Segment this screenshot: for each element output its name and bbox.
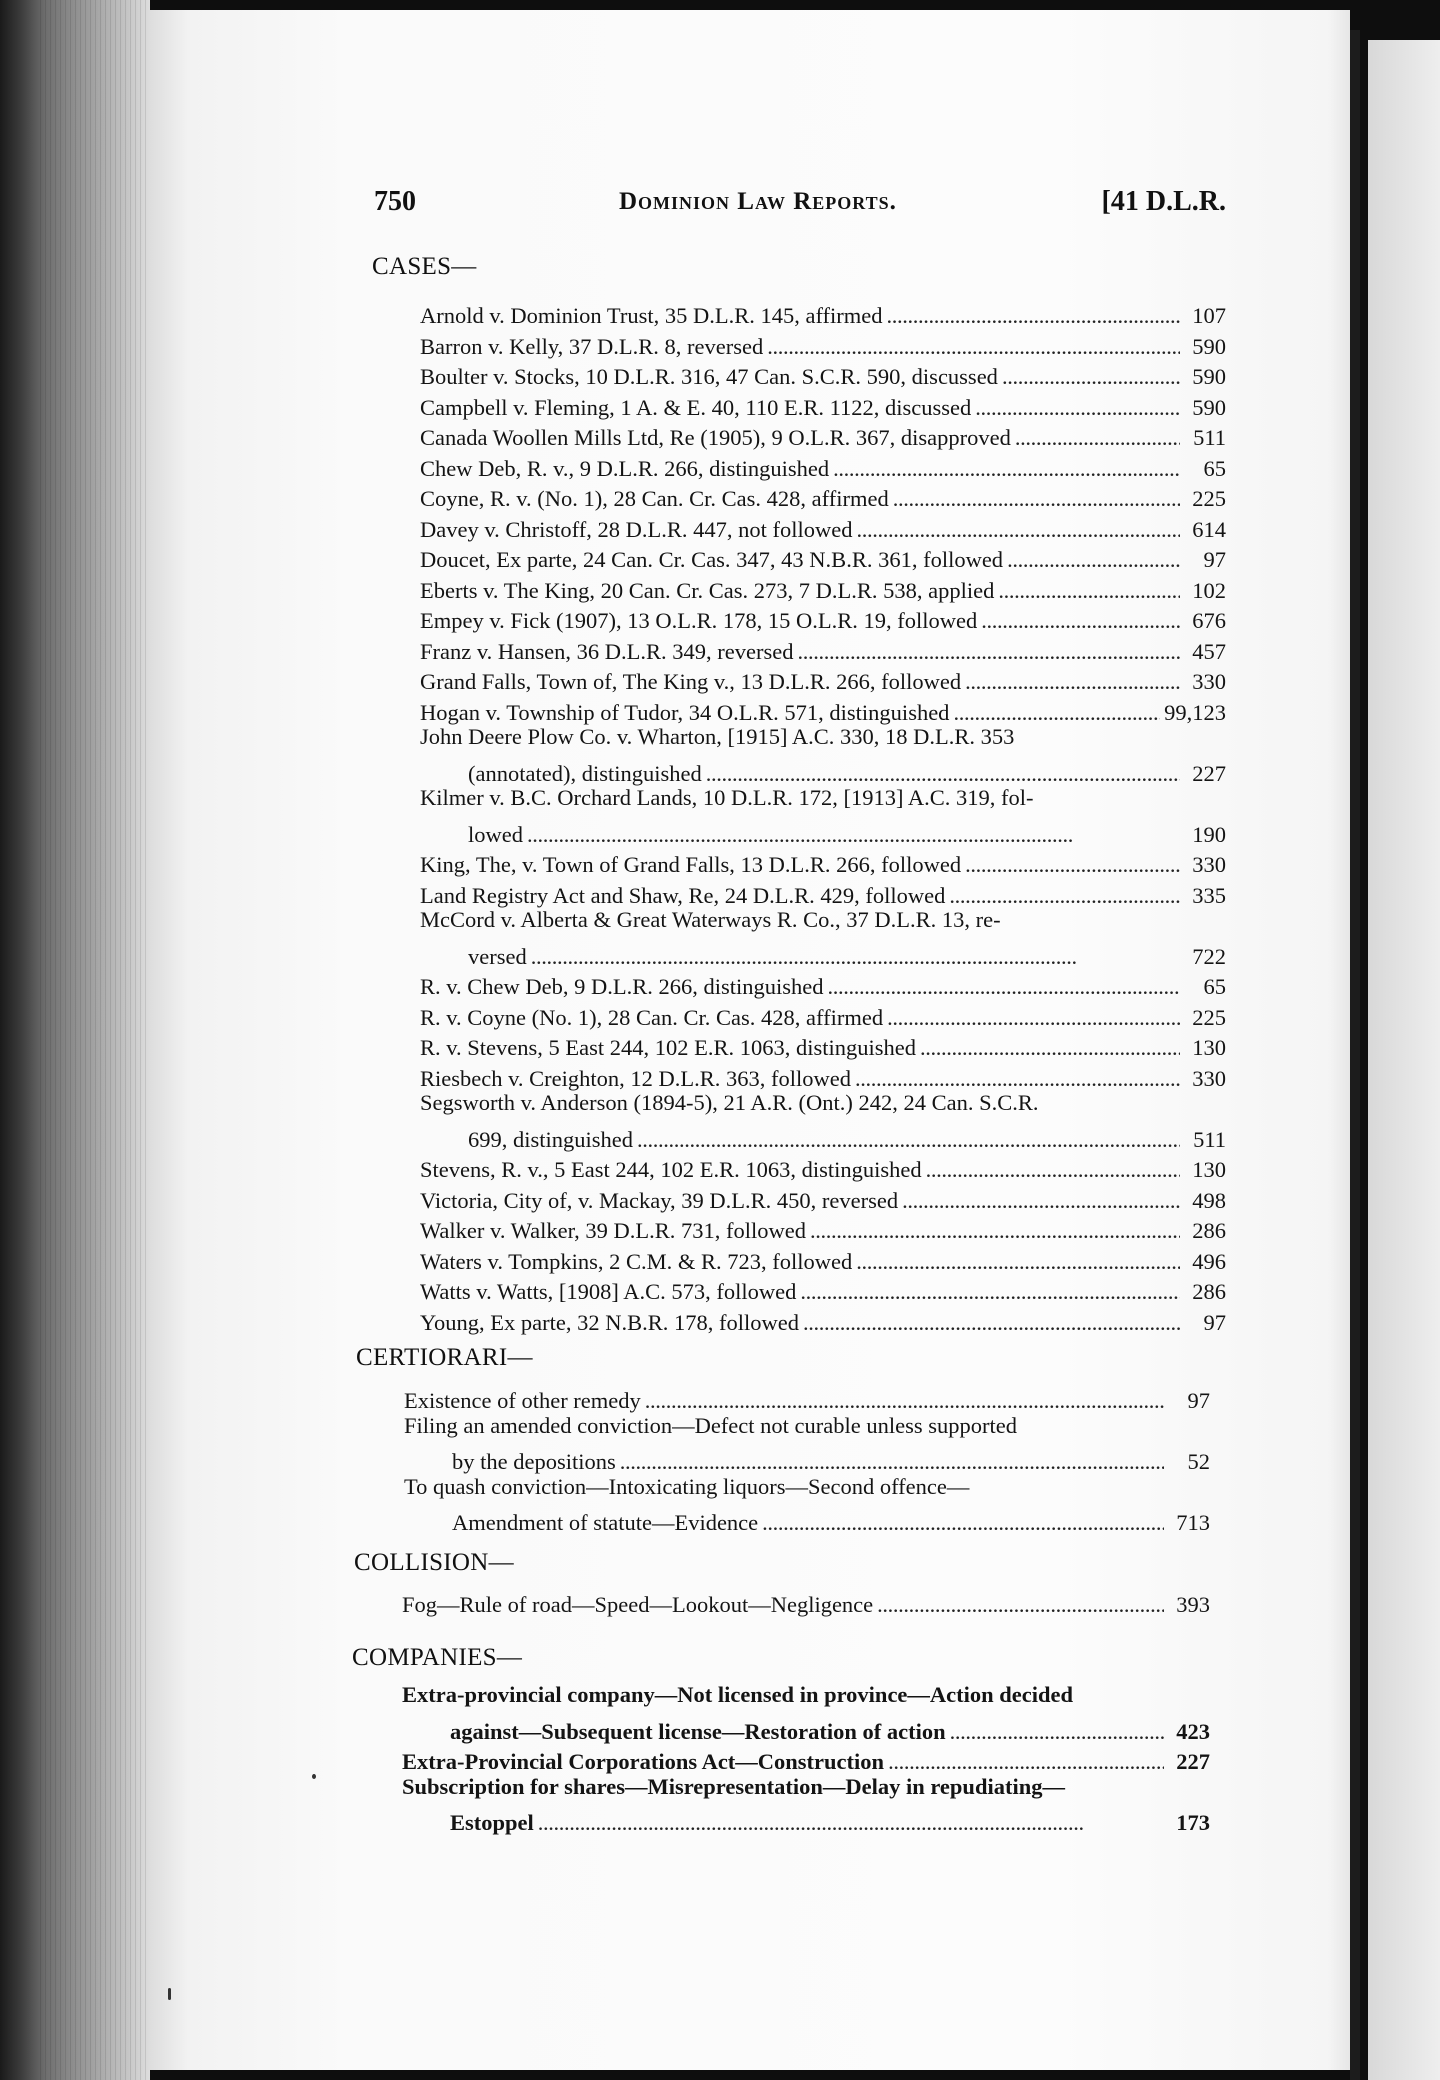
index-entry	[420, 661, 1226, 692]
entry-line	[420, 570, 1226, 601]
book-spine	[0, 0, 150, 2080]
entry-text: Waters v. Tompkins, 2 C.M. & R. 723, followed	[420, 1248, 853, 1274]
page-reference: 97	[1187, 1388, 1210, 1413]
page-reference: 97	[1203, 1309, 1226, 1335]
page-reference: 496	[1192, 1248, 1226, 1274]
entry-line	[420, 966, 1226, 997]
page-reference: 97	[1203, 547, 1226, 572]
entry-text: by the depositions	[452, 1449, 616, 1474]
entry-continuation-line	[404, 1441, 1210, 1472]
index-entry	[402, 1772, 1210, 1833]
index-entry	[420, 1027, 1226, 1058]
page-reference: 225	[1192, 486, 1226, 511]
page-reference: 511	[1193, 425, 1226, 450]
entry-line	[420, 783, 1226, 814]
page-reference: 130	[1192, 1035, 1226, 1060]
index-entry	[420, 631, 1226, 662]
entry-text: Empey v. Fick (1907), 13 O.L.R. 178, 15 O.L.R. 19, followed	[420, 608, 978, 633]
entry-line	[402, 1680, 1210, 1711]
page-reference: 614	[1192, 516, 1226, 542]
index-entry	[420, 417, 1226, 448]
page-reference: 102	[1192, 577, 1226, 603]
entry-line	[420, 692, 1226, 723]
index-entry	[404, 1380, 1210, 1411]
index-entry	[420, 1180, 1226, 1211]
entry-line	[402, 1584, 1210, 1615]
page-reference: 676	[1192, 608, 1226, 633]
entry-line	[420, 905, 1226, 936]
page-reference: 713	[1176, 1510, 1210, 1535]
entry-text: Canada Woollen Mills Ltd, Re (1905), 9 O.L.R. 367, disapproved	[420, 425, 1011, 450]
entry-line	[420, 387, 1226, 418]
volume-reference: [41 D.L.R.	[1101, 186, 1226, 217]
entry-text: Eberts v. The King, 20 Can. Cr. Cas. 273, 7 D.L.R. 538, applied	[420, 577, 995, 603]
page-reference: 590	[1192, 394, 1226, 420]
entry-text: Fog—Rule of road—Speed—Lookout—Negligence	[402, 1592, 874, 1617]
page-reference: 190	[1192, 821, 1226, 847]
entry-line	[420, 478, 1226, 509]
entry-continuation-line	[420, 1119, 1226, 1150]
page-reference: 227	[1192, 760, 1226, 786]
entry-line	[402, 1772, 1210, 1803]
entry-line	[420, 1271, 1226, 1302]
entry-line	[420, 1302, 1226, 1333]
companies-entries	[402, 1680, 1210, 1833]
index-entry	[420, 295, 1226, 326]
index-entry	[420, 1149, 1226, 1180]
page-reference: 330	[1192, 852, 1226, 877]
page-reference: 511	[1193, 1126, 1226, 1152]
entry-line	[420, 295, 1226, 326]
index-entry	[420, 326, 1226, 357]
entry-text: Subscription for shares—Misrepresentation—Delay in repudiating—	[402, 1773, 1065, 1799]
index-entry	[402, 1741, 1210, 1772]
entry-text: Boulter v. Stocks, 10 D.L.R. 316, 47 Can. S.C.R. 590, discussed	[420, 364, 998, 389]
entry-text: Riesbech v. Creighton, 12 D.L.R. 363, followed	[420, 1065, 851, 1091]
entry-continuation-line	[402, 1802, 1210, 1833]
entry-text: against—Subsequent license—Restoration of action	[450, 1718, 946, 1744]
entry-text: lowed	[468, 821, 523, 847]
index-entry	[420, 692, 1226, 723]
page-reference: 173	[1176, 1810, 1210, 1835]
page-reference: 65	[1203, 455, 1226, 481]
entry-text: McCord v. Alberta & Great Waterways R. Co., 37 D.L.R. 13, re-	[420, 907, 1001, 932]
section-heading-companies: COMPANIES—	[352, 1644, 523, 1671]
entry-continuation-line	[402, 1711, 1210, 1742]
journal-title: Dominion Law Reports.	[619, 188, 897, 215]
entry-text: To quash conviction—Intoxicating liquors—Second offence—	[404, 1473, 970, 1499]
entry-line	[420, 509, 1226, 540]
page-reference: 498	[1192, 1187, 1226, 1213]
entry-text: King, The, v. Town of Grand Falls, 13 D.L.R. 266, followed	[420, 852, 962, 877]
page-reference: 107	[1192, 303, 1226, 328]
page-number: 750	[374, 186, 416, 217]
entry-line	[402, 1741, 1210, 1772]
index-entry	[420, 1058, 1226, 1089]
entry-text: Amendment of statute—Evidence	[452, 1510, 759, 1535]
section-heading-certiorari: CERTIORARI—	[356, 1344, 533, 1371]
entry-text: Walker v. Walker, 39 D.L.R. 731, followed	[420, 1218, 807, 1243]
index-entry	[420, 1271, 1226, 1302]
entry-text: Watts v. Watts, [1908] A.C. 573, followed	[420, 1279, 797, 1304]
entry-line	[420, 631, 1226, 662]
entry-line	[420, 539, 1226, 570]
entry-text: R. v. Stevens, 5 East 244, 102 E.R. 1063, distinguished	[420, 1035, 917, 1060]
entry-text: R. v. Chew Deb, 9 D.L.R. 266, distinguished	[420, 974, 824, 999]
entry-line	[420, 448, 1226, 479]
page-edges	[40, 0, 150, 2080]
entry-text: Arnold v. Dominion Trust, 35 D.L.R. 145, affirmed	[420, 303, 883, 328]
entry-line	[420, 417, 1226, 448]
entry-text: R. v. Coyne (No. 1), 28 Can. Cr. Cas. 428, affirmed	[420, 1004, 884, 1030]
index-entry	[420, 509, 1226, 540]
page-gutter	[1350, 30, 1360, 2080]
collision-entries	[402, 1584, 1210, 1615]
index-entry	[420, 722, 1226, 786]
entry-text: Stevens, R. v., 5 East 244, 102 E.R. 1063, distinguished	[420, 1157, 922, 1182]
index-entry	[402, 1584, 1210, 1615]
index-entry	[402, 1680, 1210, 1744]
index-entry	[404, 1411, 1210, 1472]
page-reference: 65	[1203, 974, 1226, 999]
index-entry	[420, 1241, 1226, 1272]
entry-line	[420, 326, 1226, 357]
entry-text: Extra-provincial company—Not licensed in province—Action decided	[402, 1682, 1074, 1707]
entry-line	[420, 722, 1226, 753]
entry-text: Davey v. Christoff, 28 D.L.R. 447, not followed	[420, 516, 853, 542]
entry-line	[404, 1472, 1210, 1503]
cases-entries	[420, 295, 1226, 1335]
page-reference: 99,123	[1164, 699, 1226, 725]
certiorari-entries	[404, 1380, 1210, 1533]
page-reference: 393	[1176, 1592, 1210, 1617]
index-entry	[420, 356, 1226, 387]
dot-leader	[538, 1808, 1164, 1839]
entry-text: versed	[468, 943, 527, 969]
entry-text: Filing an amended conviction—Defect not curable unless supported	[404, 1412, 1017, 1438]
page-reference: 130	[1192, 1157, 1226, 1182]
index-entry	[420, 1302, 1226, 1333]
entry-text: Land Registry Act and Shaw, Re, 24 D.L.R. 429, followed	[420, 882, 946, 908]
index-entry	[420, 966, 1226, 997]
page-reference: 457	[1192, 638, 1226, 664]
dot-leader	[762, 1508, 1164, 1539]
print-speck	[168, 1988, 171, 2000]
index-entry	[420, 783, 1226, 847]
print-speck	[312, 1774, 316, 1779]
entry-text: Grand Falls, Town of, The King v., 13 D.L.R. 266, followed	[420, 669, 962, 694]
entry-text: Chew Deb, R. v., 9 D.L.R. 266, distinguished	[420, 455, 830, 481]
entry-line	[420, 875, 1226, 906]
running-header	[374, 186, 1226, 234]
entry-line	[420, 356, 1226, 387]
entry-text: Estoppel	[450, 1810, 534, 1835]
entry-text: Franz v. Hansen, 36 D.L.R. 349, reversed	[420, 638, 794, 664]
entry-line	[420, 997, 1226, 1028]
entry-text: Hogan v. Township of Tudor, 34 O.L.R. 571, distinguished	[420, 699, 950, 725]
index-entry	[420, 1088, 1226, 1152]
index-entry	[420, 448, 1226, 479]
entry-continuation-line	[420, 814, 1226, 845]
entry-continuation-line	[420, 936, 1226, 967]
page-reference: 590	[1192, 333, 1226, 359]
page-reference: 330	[1192, 669, 1226, 694]
index-entry	[420, 875, 1226, 906]
entry-continuation-line	[420, 753, 1226, 784]
page-reference: 335	[1192, 882, 1226, 908]
entry-text: Existence of other remedy	[404, 1388, 641, 1413]
entry-text: 699, distinguished	[468, 1126, 634, 1152]
entry-text: (annotated), distinguished	[468, 760, 702, 786]
entry-line	[420, 1088, 1226, 1119]
index-entry	[420, 570, 1226, 601]
entry-line	[420, 1180, 1226, 1211]
entry-text: Segsworth v. Anderson (1894-5), 21 A.R. (Ont.) 242, 24 Can. S.C.R.	[420, 1090, 1039, 1115]
entry-text: Doucet, Ex parte, 24 Can. Cr. Cas. 347, 43 N.B.R. 361, followed	[420, 547, 1004, 572]
page-reference: 52	[1187, 1449, 1210, 1474]
page-reference: 330	[1192, 1065, 1226, 1091]
entry-text: Kilmer v. B.C. Orchard Lands, 10 D.L.R. 172, [1913] A.C. 319, fol-	[420, 785, 1034, 810]
index-entry	[420, 600, 1226, 631]
page-reference: 227	[1176, 1749, 1210, 1774]
index-entry	[420, 905, 1226, 969]
page-reference: 225	[1192, 1004, 1226, 1030]
entry-continuation-line	[404, 1502, 1210, 1533]
page-reference: 423	[1176, 1718, 1210, 1744]
entry-text: John Deere Plow Co. v. Wharton, [1915] A.C. 330, 18 D.L.R. 353	[420, 724, 1015, 749]
index-entry	[420, 539, 1226, 570]
page-reference: 286	[1192, 1218, 1226, 1243]
page-reference: 590	[1192, 364, 1226, 389]
dot-leader	[803, 1308, 1180, 1339]
entry-line	[420, 844, 1226, 875]
index-entry	[420, 844, 1226, 875]
index-entry	[404, 1472, 1210, 1533]
entry-line	[420, 1027, 1226, 1058]
section-heading-collision: COLLISION—	[354, 1549, 514, 1576]
entry-line	[420, 600, 1226, 631]
index-entry	[420, 387, 1226, 418]
page-reference: 722	[1192, 943, 1226, 969]
entry-line	[420, 1210, 1226, 1241]
entry-text: Campbell v. Fleming, 1 A. & E. 40, 110 E.R. 1122, discussed	[420, 394, 972, 420]
entry-text: Barron v. Kelly, 37 D.L.R. 8, reversed	[420, 333, 764, 359]
entry-line	[420, 1058, 1226, 1089]
index-entry	[420, 1210, 1226, 1241]
index-entry	[420, 997, 1226, 1028]
entry-line	[404, 1380, 1210, 1411]
facing-page-edge	[1368, 40, 1440, 2080]
entry-text: Extra-Provincial Corporations Act—Construction	[402, 1749, 885, 1774]
index-entry	[420, 478, 1226, 509]
entry-line	[420, 1241, 1226, 1272]
page-reference: 286	[1192, 1279, 1226, 1304]
section-heading-cases: CASES—	[372, 253, 477, 280]
entry-line	[420, 661, 1226, 692]
entry-text: Victoria, City of, v. Mackay, 39 D.L.R. 450, reversed	[420, 1187, 899, 1213]
entry-text: Young, Ex parte, 32 N.B.R. 178, followed	[420, 1309, 799, 1335]
entry-text: Coyne, R. v. (No. 1), 28 Can. Cr. Cas. 428, affirmed	[420, 486, 889, 511]
entry-line	[404, 1411, 1210, 1442]
dot-leader	[877, 1590, 1164, 1621]
entry-line	[420, 1149, 1226, 1180]
